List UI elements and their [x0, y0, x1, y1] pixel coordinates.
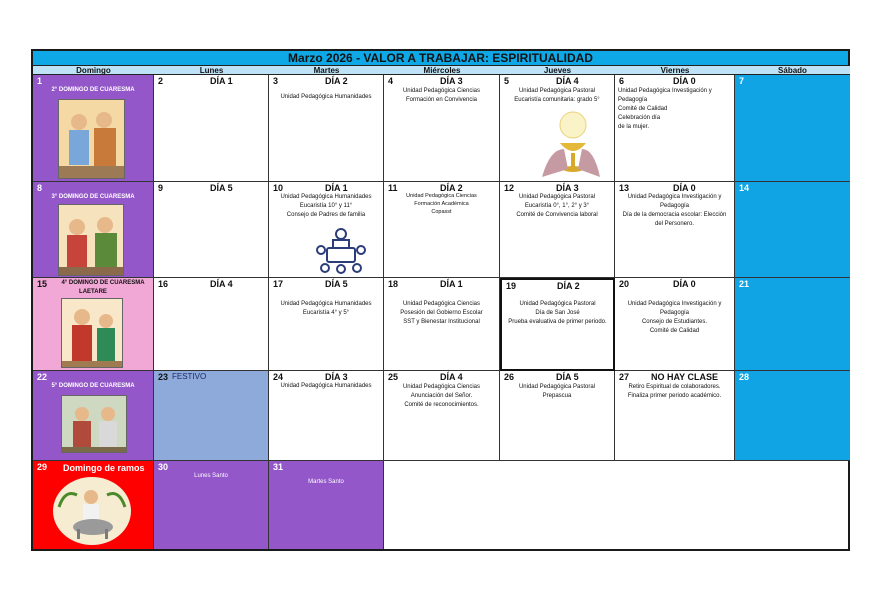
dia-label: DÍA 1 [440, 279, 463, 289]
day-cell-saturday [735, 278, 850, 371]
event-line: Anunciación del Señor. [410, 393, 473, 399]
dia-label: DÍA 2 [325, 76, 348, 86]
event-line: Pedagogía [618, 97, 648, 103]
lent-illustration [58, 99, 125, 179]
day-cell [615, 182, 735, 278]
event-lines [502, 193, 612, 220]
event-line: de la mujer. [618, 124, 650, 130]
event-lines [271, 300, 381, 318]
event-line: SST y Bienestar Institucional [403, 319, 480, 325]
day-cell [269, 371, 384, 461]
event-line: Comité de reconocimientos. [404, 402, 479, 408]
dow-friday: Viernes [615, 66, 735, 75]
day-number: 10 [273, 183, 284, 193]
day-cell-saturday [735, 75, 850, 182]
meeting-icon [315, 226, 367, 274]
day-cell-sunday [33, 371, 154, 461]
day-cell-saturday [735, 182, 850, 278]
event-line: Unidad Pedagógica Pastoral [518, 194, 596, 200]
event-lines [617, 300, 732, 336]
event-line: Prepascua [542, 393, 572, 399]
dow-wednesday: Miércoles [384, 66, 500, 75]
event-lines [271, 93, 381, 102]
day-cell [500, 371, 615, 461]
day-cell-sunday-laetare [33, 278, 154, 371]
day-cell-sunday [33, 182, 154, 278]
holy-week-label: Lunes Santo [194, 473, 228, 479]
day-number: 1 [37, 76, 43, 86]
event-line: Pedagogía [659, 310, 690, 316]
dia-label: DÍA 5 [325, 279, 348, 289]
event-line: Unidad Pedagógica Ciencias [402, 384, 481, 390]
event-line: Unidad Pedagógica Humanidades [280, 94, 372, 100]
day-number: 13 [619, 183, 630, 193]
day-cell [500, 75, 615, 182]
event-lines [386, 300, 497, 327]
event-line: Día de la democracia escolar: Elección [622, 212, 727, 218]
lent-illustration [61, 298, 123, 368]
day-cell-holy-week [269, 461, 384, 549]
event-line: Unidad Pedagógica Ciencias [402, 88, 481, 94]
dia-label: DÍA 2 [440, 183, 463, 193]
day-cell [154, 278, 269, 371]
sunday-title: 4° DOMINGO DE CUARESMA [61, 280, 145, 286]
day-cell-sunday [33, 75, 154, 182]
day-cell [154, 182, 269, 278]
event-line: Copasst [431, 209, 452, 215]
dia-label: DÍA 3 [325, 372, 348, 382]
day-number: 22 [37, 372, 48, 382]
day-number: 25 [388, 372, 399, 382]
day-number: 18 [388, 279, 399, 289]
day-cell-holy-week [154, 461, 269, 549]
event-lines [617, 383, 732, 401]
day-number: 14 [739, 183, 750, 193]
event-line: Consejo de Estudiantes. [641, 319, 708, 325]
day-number: 31 [273, 462, 284, 472]
event-line: Comité de Calidad [618, 106, 668, 112]
event-lines [502, 383, 612, 401]
day-number: 7 [739, 76, 745, 86]
event-lines [271, 193, 381, 220]
event-line: Formación Académica [414, 201, 469, 207]
dia-label: DÍA 0 [673, 279, 696, 289]
dia-label: DÍA 0 [673, 76, 696, 86]
day-cell-festivo [154, 371, 269, 461]
day-number: 11 [388, 183, 398, 193]
dow-monday: Lunes [154, 66, 269, 75]
day-number: 12 [504, 183, 515, 193]
dia-label: DÍA 1 [210, 76, 233, 86]
event-line: Día de San José [535, 310, 580, 316]
day-number: 27 [619, 372, 630, 382]
dow-tuesday: Martes [269, 66, 384, 75]
day-number: 6 [619, 76, 625, 86]
day-cell [615, 75, 735, 182]
day-cell [384, 75, 500, 182]
sunday-title: 5° DOMINGO DE CUARESMA [51, 383, 135, 389]
day-cell [269, 182, 384, 278]
sunday-title: Domingo de ramos [63, 463, 145, 473]
event-line: Comité de Convivencia laboral [516, 212, 598, 218]
day-number: 4 [388, 76, 394, 86]
palm-sunday-illustration [53, 477, 131, 545]
festivo-label: FESTIVO [172, 372, 207, 381]
day-cell [269, 278, 384, 371]
event-line: Unidad Pedagógica Ciencias [402, 301, 481, 307]
event-line: Unidad Pedagógica Humanidades [280, 301, 372, 307]
event-line: Unidad Pedagógica Humanidades [280, 383, 372, 389]
dow-sunday: Domingo [33, 66, 154, 75]
day-cell [384, 278, 500, 371]
calendar-title: Marzo 2026 - VALOR A TRABAJAR: ESPIRITUALIDAD [33, 51, 848, 66]
day-cell [615, 371, 735, 461]
dia-label: DÍA 4 [556, 76, 579, 86]
sunday-title: 3° DOMINGO DE CUARESMA [51, 194, 135, 200]
event-lines [617, 193, 732, 229]
sunday-title: 2° DOMINGO DE CUARESMA [51, 87, 135, 93]
event-lines [502, 87, 612, 105]
event-line: Comité de Calidad [649, 328, 700, 334]
dia-label: DÍA 3 [440, 76, 463, 86]
event-line: Unidad Pedagógica Humanidades [280, 194, 372, 200]
day-number: 26 [504, 372, 515, 382]
dia-label: DÍA 4 [440, 372, 463, 382]
day-number: 20 [619, 279, 630, 289]
day-number: 30 [158, 462, 169, 472]
lent-illustration [58, 204, 124, 276]
dia-label: DÍA 5 [210, 183, 233, 193]
event-line: Unidad Pedagógica Investigación y [627, 301, 722, 307]
event-line: Unidad Pedagógica Ciencias [406, 193, 477, 199]
day-cell [500, 182, 615, 278]
event-lines [386, 87, 497, 105]
dia-label: DÍA 3 [556, 183, 579, 193]
holy-week-label: Martes Santo [308, 479, 344, 485]
event-line: Retiro Espiritual de colaboradores. [628, 384, 721, 390]
event-line: Pedagogía [659, 203, 690, 209]
day-number: 16 [158, 279, 169, 289]
dow-thursday: Jueves [500, 66, 615, 75]
day-number: 15 [37, 279, 48, 289]
day-number: 9 [158, 183, 164, 193]
event-line: Finaliza primer periodo académico. [627, 393, 722, 399]
day-number: 3 [273, 76, 279, 86]
calendar [31, 49, 850, 551]
event-line: Eucaristía 0°, 1°, 2° y 3° [524, 203, 590, 209]
day-cell-saturday [735, 371, 850, 461]
event-line: Eucaristía comunitaria: grado 5° [514, 97, 600, 103]
event-line: Consejo de Padres de familia [286, 212, 366, 218]
event-line: Prueba evaluativa de primer periodo. [508, 319, 607, 325]
event-line: Unidad Pedagógica Investigación y [618, 88, 712, 94]
dia-label: DÍA 4 [210, 279, 233, 289]
event-line: Unidad Pedagógica Investigación y [627, 194, 722, 200]
event-lines [504, 300, 611, 327]
day-number: 17 [273, 279, 284, 289]
lent-illustration [61, 395, 127, 453]
event-line: Posesión del Gobierno Escolar [400, 310, 483, 316]
day-number: 19 [506, 281, 517, 291]
event-line: Eucaristía 4° y 5° [302, 310, 350, 316]
event-line: del Personero. [654, 221, 695, 227]
dia-label: DÍA 0 [673, 183, 696, 193]
day-number: 24 [273, 372, 284, 382]
event-line: Unidad Pedagógica Pastoral [519, 301, 596, 307]
day-cell [615, 278, 735, 371]
day-number: 5 [504, 76, 510, 86]
event-lines [386, 383, 497, 410]
day-number: 8 [37, 183, 43, 193]
dia-label: DÍA 2 [557, 281, 580, 291]
day-number: 23 [158, 372, 169, 382]
event-lines [386, 192, 497, 216]
day-number: 28 [739, 372, 750, 382]
day-cell [384, 182, 500, 278]
day-cell-today [500, 278, 615, 371]
sunday-subtitle: LAETARE [79, 289, 107, 295]
day-number: 21 [739, 279, 750, 289]
dia-label: DÍA 5 [556, 372, 579, 382]
day-number: 2 [158, 76, 164, 86]
dow-saturday: Sábado [735, 66, 850, 75]
day-cell-palm-sunday [33, 461, 154, 549]
day-cell [154, 75, 269, 182]
day-cell [384, 371, 500, 461]
chalice-icon [540, 109, 602, 179]
event-lines [271, 382, 381, 391]
event-line: Formación en Convivencia [405, 97, 478, 103]
event-line: Eucaristía 10° y 11° [299, 203, 353, 209]
event-lines [618, 87, 732, 132]
event-line: Unidad Pedagógica Pastoral [518, 384, 596, 390]
event-line: Celebración día [618, 115, 661, 121]
dia-label: DÍA 1 [325, 183, 348, 193]
dia-label: NO HAY CLASE [651, 372, 719, 382]
day-number: 29 [37, 462, 48, 472]
event-line: Unidad Pedagógica Pastoral [518, 88, 596, 94]
day-cell [269, 75, 384, 182]
